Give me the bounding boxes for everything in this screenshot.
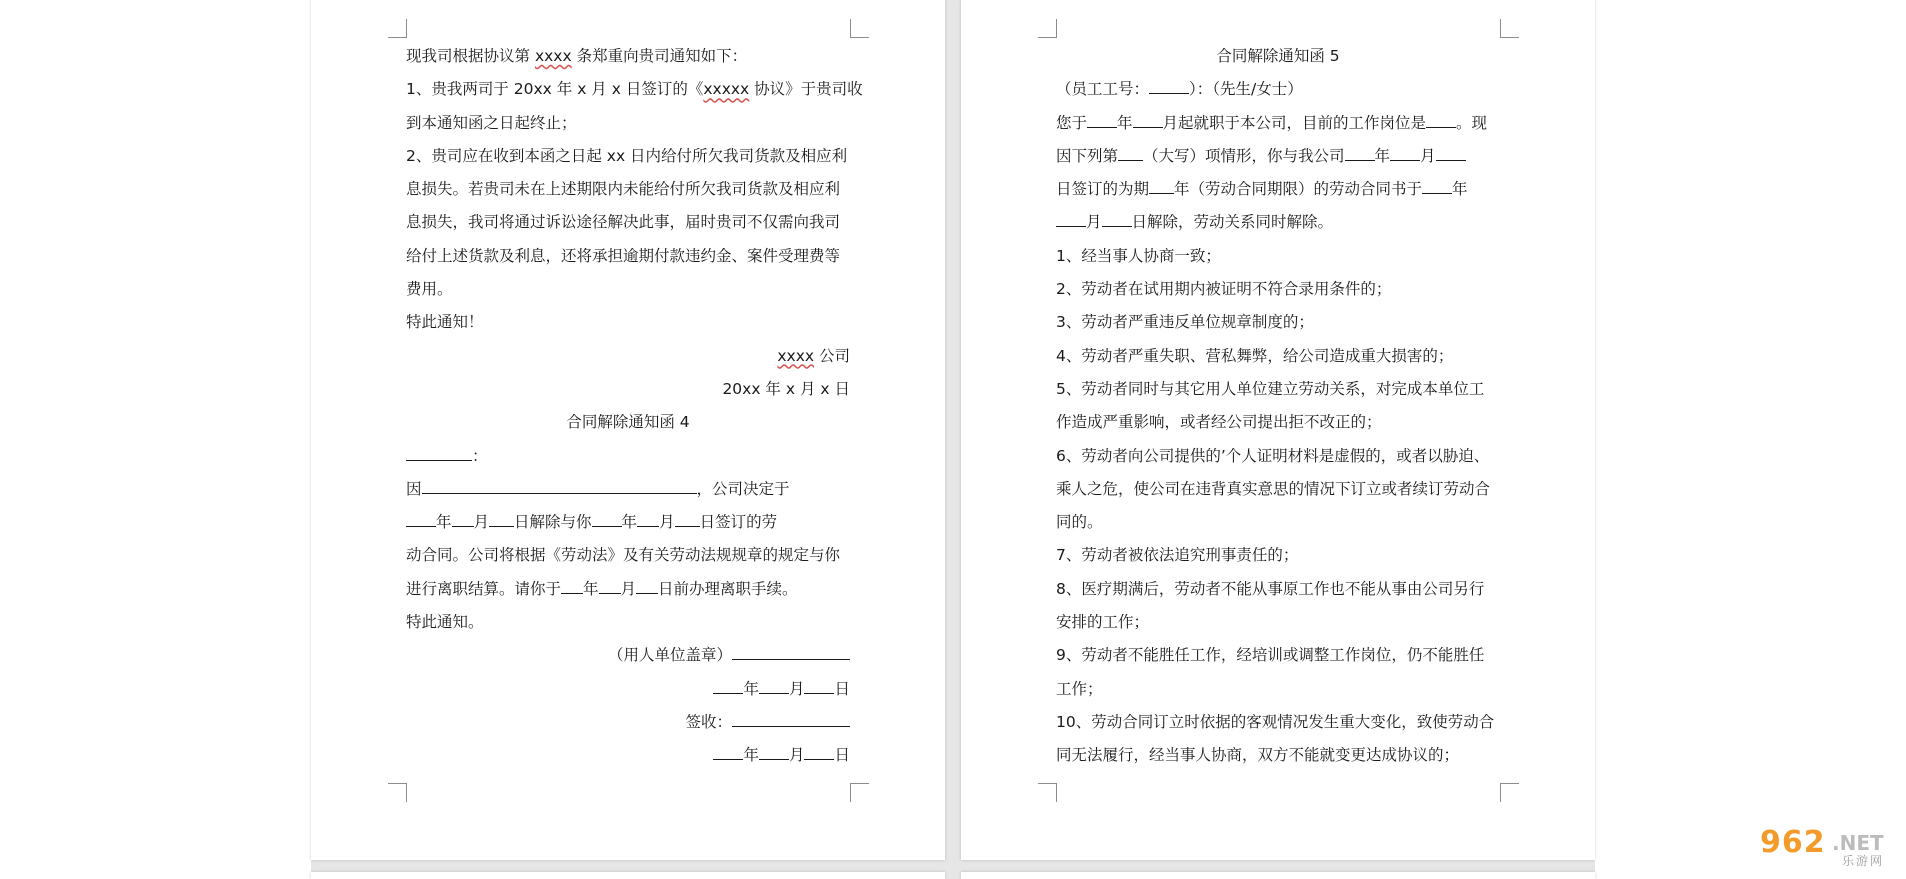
spellcheck-flagged-text: xxxx — [534, 47, 572, 65]
crop-mark-bottom-right — [1500, 783, 1519, 802]
text-segment: 年 — [621, 513, 638, 532]
next-page-left-edge — [311, 872, 945, 879]
text-line — [406, 406, 850, 439]
text-segment: 年 — [1374, 146, 1391, 165]
text-line — [1056, 173, 1500, 206]
text-line — [406, 539, 850, 572]
text-segment: 费用。 — [406, 280, 453, 299]
crop-mark-top-right — [850, 19, 869, 38]
text-line — [406, 107, 850, 140]
crop-mark-bottom-left — [388, 783, 407, 802]
text-segment: 10、劳动合同订立时依据的客观情况发生重大变化，致使劳动合 — [1056, 712, 1495, 731]
text-segment: 1、经当事人协商一致； — [1056, 246, 1221, 265]
text-segment: 因 — [406, 479, 422, 498]
text-segment: 动合同。公司将根据《劳动法》及有关劳动法规规章的规定与你 — [406, 546, 841, 565]
fill-in-blank — [759, 679, 789, 694]
text-segment: 1、贵我两司于 20xx 年 x 月 x 日签订的《 — [406, 80, 704, 99]
fill-in-blank — [592, 512, 622, 527]
fill-in-blank — [1422, 179, 1452, 194]
fill-in-blank — [713, 745, 743, 760]
text-segment: 进行离职结算。请你于 — [406, 579, 562, 598]
text-line — [406, 506, 850, 539]
text-segment: 日签订的劳 — [699, 513, 778, 532]
page-text-left[interactable] — [406, 40, 863, 773]
fill-in-blank — [1133, 113, 1163, 128]
watermark-net: .NET — [1832, 831, 1884, 855]
right-margin-background — [1595, 0, 1906, 879]
text-segment: 4、劳动者严重失职、营私舞弊，给公司造成重大损害的； — [1056, 346, 1454, 365]
text-line — [1056, 306, 1500, 339]
text-segment: 20xx 年 x 月 x 日 — [722, 379, 850, 398]
text-segment: 5、劳动者同时与其它用人单位建立劳动关系，对完成本单位工 — [1056, 379, 1485, 398]
fill-in-blank — [713, 679, 743, 694]
text-segment: 日 — [834, 746, 850, 765]
text-line — [1056, 373, 1500, 406]
text-segment: 月 — [620, 579, 637, 598]
text-segment: 日解除，劳动关系同时解除。 — [1131, 213, 1334, 232]
text-line — [406, 340, 850, 373]
text-segment: 公司 — [814, 346, 850, 365]
text-segment: 签收： — [685, 712, 732, 731]
text-segment: 因下列第 — [1056, 146, 1119, 165]
text-segment: 您于 — [1056, 113, 1088, 132]
text-segment: 特此通知！ — [406, 313, 484, 332]
crop-mark-bottom-left — [1038, 783, 1057, 802]
text-segment: 作造成严重影响，或者经公司提出拒不改正的； — [1056, 413, 1382, 432]
text-segment: 年 — [1452, 180, 1468, 199]
text-segment: 同的。 — [1056, 513, 1103, 532]
text-line — [406, 606, 850, 639]
text-segment: 工作； — [1056, 679, 1103, 698]
text-line — [406, 173, 850, 206]
text-line — [1056, 73, 1500, 106]
text-segment: 8、医疗期满后，劳动者不能从事原工作也不能从事由公司另行 — [1056, 579, 1485, 598]
text-line — [406, 573, 850, 606]
fill-in-blank — [561, 579, 583, 594]
fill-in-blank — [1087, 113, 1117, 128]
crop-mark-top-right — [1500, 19, 1519, 38]
text-line — [1056, 107, 1500, 140]
text-segment: 息损失，我司将通过诉讼途径解决此事，届时贵司不仅需向我司 — [406, 213, 841, 232]
text-line — [1056, 140, 1500, 173]
document-page-right — [961, 0, 1595, 860]
fill-in-blank — [637, 512, 659, 527]
text-segment: 3、劳动者严重违反单位规章制度的； — [1056, 313, 1314, 332]
text-line — [1056, 506, 1500, 539]
text-line — [1056, 240, 1500, 273]
fill-in-blank — [599, 579, 621, 594]
next-page-right-edge — [961, 872, 1595, 879]
text-line — [406, 306, 850, 339]
text-line — [406, 73, 863, 106]
text-line — [406, 40, 850, 73]
text-segment: 特此通知。 — [406, 613, 484, 632]
crop-mark-top-left — [388, 19, 407, 38]
fill-in-blank — [422, 479, 697, 494]
text-segment: 年（劳动合同期限）的劳动合同书于 — [1174, 180, 1423, 199]
text-segment: 月 — [659, 513, 675, 532]
fill-in-blank — [1345, 146, 1375, 161]
text-segment: （员工工号： — [1056, 80, 1150, 99]
text-segment: 7、劳动者被依法追究刑事责任的； — [1056, 546, 1299, 565]
spellcheck-flagged-text: xxxxx — [703, 80, 750, 99]
text-segment: ，公司决定于 — [696, 479, 790, 498]
text-line — [406, 673, 850, 706]
text-line — [406, 206, 850, 239]
fill-in-blank — [1102, 212, 1132, 227]
fill-in-blank — [406, 446, 472, 461]
text-segment: 2、贵司应在收到本函之日起 xx 日内给付所欠我司货款及相应利 — [406, 146, 848, 165]
fill-in-blank — [489, 512, 514, 527]
text-segment: 日前办理离职手续。 — [658, 579, 798, 598]
watermark-site-name: 乐游网 — [1842, 854, 1885, 868]
text-segment: ）：（先生/女士） — [1189, 80, 1303, 99]
page-text-right[interactable] — [1056, 40, 1500, 773]
text-line — [406, 739, 850, 772]
text-segment: 年 — [1117, 113, 1133, 132]
text-line — [1056, 673, 1500, 706]
watermark-number: 962 — [1760, 825, 1826, 860]
text-segment: 月 — [1420, 146, 1436, 165]
text-segment: 日解除与你 — [514, 513, 592, 532]
text-line — [1056, 706, 1500, 739]
text-segment: 年 — [743, 746, 759, 765]
fill-in-blank — [1149, 79, 1189, 94]
text-segment: 日 — [834, 679, 850, 698]
fill-in-blank — [1149, 179, 1174, 194]
text-segment: 年 — [743, 679, 759, 698]
fill-in-blank — [804, 745, 834, 760]
site-watermark-logo — [1760, 825, 1892, 867]
text-segment: 给付上述货款及利息，还将承担逾期付款违约金、案件受理费等 — [406, 246, 841, 265]
text-segment: 月 — [1086, 213, 1102, 232]
fill-in-blank — [675, 512, 700, 527]
text-segment: 协议》于贵司收 — [749, 80, 863, 99]
text-line — [1056, 639, 1500, 672]
left-margin-background — [0, 0, 311, 879]
text-line — [406, 140, 850, 173]
text-line — [1056, 440, 1500, 473]
text-segment: 日签订的为期 — [1056, 180, 1150, 199]
text-segment: 年 — [436, 513, 452, 532]
crop-mark-top-left — [1038, 19, 1057, 38]
fill-in-blank — [732, 645, 850, 660]
text-segment: 条郑重向贵司通知如下： — [571, 47, 748, 65]
crop-mark-bottom-right — [850, 783, 869, 802]
text-line — [406, 473, 850, 506]
fill-in-blank — [1436, 146, 1466, 161]
text-segment: （用人单位盖章） — [607, 646, 732, 665]
text-segment: 合同解除通知函 5 — [1216, 47, 1340, 65]
document-page-left — [311, 0, 945, 860]
text-line — [406, 440, 850, 473]
text-line — [1056, 473, 1500, 506]
text-line — [1056, 606, 1500, 639]
text-line — [1056, 273, 1500, 306]
text-segment: 乘人之危，使公司在违背真实意思的情况下订立或者续订劳动合 — [1056, 479, 1491, 498]
text-line — [1056, 40, 1500, 73]
fill-in-blank — [1426, 113, 1456, 128]
fill-in-blank — [1056, 212, 1086, 227]
fill-in-blank — [1390, 146, 1420, 161]
text-line — [1056, 406, 1500, 439]
text-line — [1056, 573, 1500, 606]
text-segment: 。现 — [1456, 113, 1488, 132]
text-line — [406, 639, 850, 672]
text-segment: 2、劳动者在试用期内被证明不符合录用条件的； — [1056, 280, 1392, 299]
text-segment: 月 — [473, 513, 490, 532]
text-segment: 合同解除通知函 4 — [566, 413, 690, 432]
fill-in-blank — [636, 579, 658, 594]
text-line — [406, 373, 850, 406]
text-segment: 月起就职于本公司，目前的工作岗位是 — [1162, 113, 1427, 132]
fill-in-blank — [759, 745, 789, 760]
fill-in-blank — [452, 512, 474, 527]
fill-in-blank — [804, 679, 834, 694]
text-line — [406, 706, 850, 739]
text-segment: 月 — [788, 746, 805, 765]
text-segment: 6、劳动者向公司提供的’个人证明材料是虚假的，或者以胁迫、 — [1056, 446, 1490, 465]
text-segment: 安排的工作； — [1056, 613, 1150, 632]
spellcheck-flagged-text: xxxx — [777, 346, 815, 365]
text-line — [406, 273, 850, 306]
text-segment: 息损失。若贵司未在上述期限内未能给付所欠我司货款及相应利 — [406, 180, 841, 199]
text-segment: 同无法履行，经当事人协商，双方不能就变更达成协议的； — [1056, 746, 1460, 765]
fill-in-blank — [406, 512, 436, 527]
text-line — [1056, 539, 1500, 572]
fill-in-blank — [732, 712, 850, 727]
text-segment: 现我司根据协议第 — [406, 47, 535, 65]
text-line — [1056, 739, 1500, 772]
text-segment: 年 — [583, 579, 599, 598]
text-line — [1056, 206, 1500, 239]
text-segment: 月 — [788, 679, 805, 698]
text-segment: ： — [472, 446, 488, 465]
text-line — [1056, 340, 1500, 373]
text-line — [406, 240, 850, 273]
text-segment: 到本通知函之日起终止； — [406, 113, 577, 132]
text-segment: 9、劳动者不能胜任工作，经培训或调整工作岗位，仍不能胜任 — [1056, 646, 1485, 665]
text-segment: （大写）项情形，你与我公司 — [1143, 146, 1345, 165]
fill-in-blank — [1118, 146, 1143, 161]
